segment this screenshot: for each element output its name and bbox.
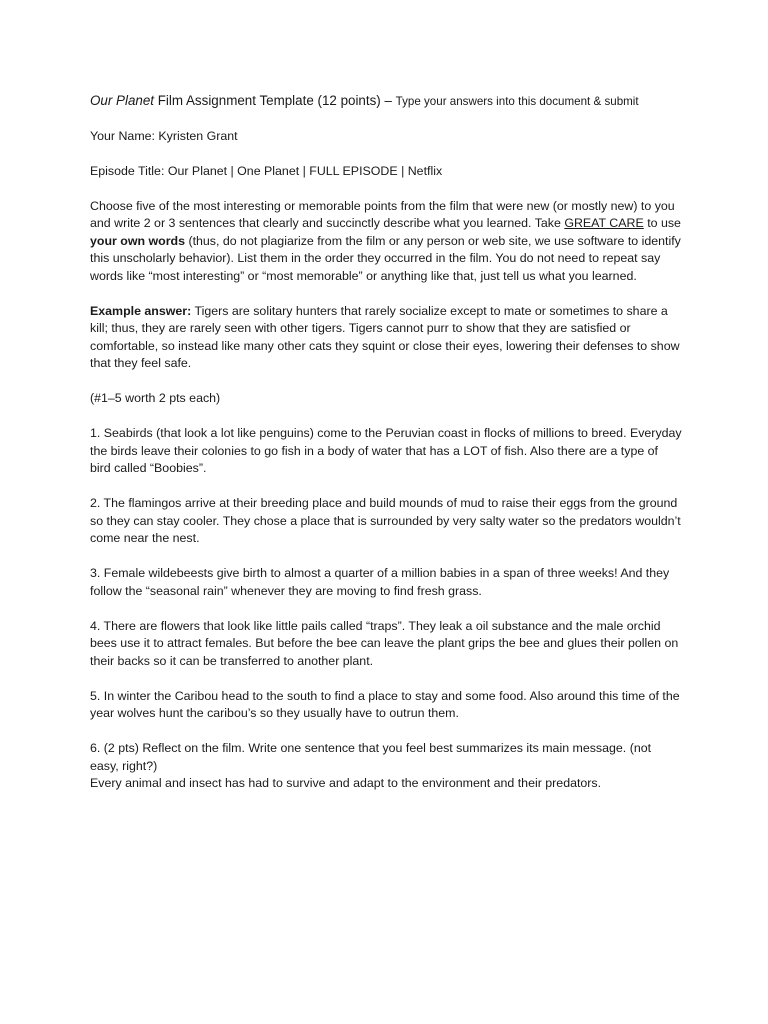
- reflection-prompt: 6. (2 pts) Reflect on the film. Write one sentence that you feel best summarizes its main message. (not easy, right?): [90, 741, 652, 773]
- own-words-text: your own words: [90, 233, 185, 248]
- example-text: Tigers are solitary hunters that rarely socialize except to mate or sometimes to share a kill; thus, they are rarely seen with other tigers. Tigers cannot purr to show that they are satisfied or comfortable, so instead like many other cats they squint or close their eyes, lowering their defenses to show that they feel safe.: [90, 303, 680, 370]
- film-title: Our Planet: [90, 93, 155, 108]
- student-name-line: Your Name: Kyristen Grant: [90, 128, 238, 143]
- title-text: Film Assignment Template (12 points) –: [154, 93, 396, 108]
- answer-5: 5. In winter the Caribou head to the south to find a place to stay and some food. Also around this time of the year wolves hunt the caribou’s so they usually have to outrun them.: [90, 688, 680, 720]
- instructions-part3: (thus, do not plagiarize from the film or any person or web site, we use software to identify this unscholarly behavior). List them in the order they occurred in the film. You do not need to repeat say words like “most interesting” or “most memorable” or anything like that, just tell us what you learned.: [90, 233, 681, 283]
- example-answer-paragraph: [90, 303, 682, 373]
- answer-4: 4. There are flowers that look like little pails called “traps”. They leak a oil substance and the male orchid bees use it to attract females. But before the bee can leave the plant grips the bee and glues their pollen on their backs so it can be transferred to another plant.: [90, 618, 679, 668]
- answer-2: 2. The flamingos arrive at their breeding place and build mounds of mud to raise their eggs from the ground so they can stay cooler. They chose a place that is surrounded by very salty water so the predators wouldn’t come near the nest.: [90, 496, 681, 545]
- document-page: [90, 92, 682, 793]
- points-note: (#1–5 worth 2 pts each): [90, 391, 221, 405]
- instructions-part2: to use: [643, 216, 681, 230]
- assignment-title: [90, 92, 682, 111]
- reflection-section: [90, 740, 682, 793]
- answer-1: 1. Seabirds (that look a lot like penguins) come to the Peruvian coast in flocks of millions to breed. Everyday the birds leave their colonies to go fish in a body of water that has a LOT of fish. Also there are a type of bird called “Boobies”.: [90, 426, 682, 475]
- episode-title-line: Episode Title: Our Planet | One Planet | FULL EPISODE | Netflix: [90, 163, 443, 178]
- example-label: Example answer:: [90, 303, 192, 318]
- great-care-text: GREAT CARE: [564, 216, 644, 230]
- instructions-paragraph: [90, 198, 682, 286]
- answer-3: 3. Female wildebeests give birth to almost a quarter of a million babies in a span of three weeks! And they follow the “seasonal rain” whenever they are moving to find fresh grass.: [90, 566, 670, 598]
- instructions-part1: Choose five of the most interesting or memorable points from the film that were new (or mostly new) to you and write 2 or 3 sentences that clearly and succinctly describe what you learned. Take: [90, 198, 675, 230]
- title-note: Type your answers into this document & submit: [395, 95, 639, 108]
- reflection-answer: Every animal and insect has had to survive and adapt to the environment and their predators.: [90, 776, 602, 790]
